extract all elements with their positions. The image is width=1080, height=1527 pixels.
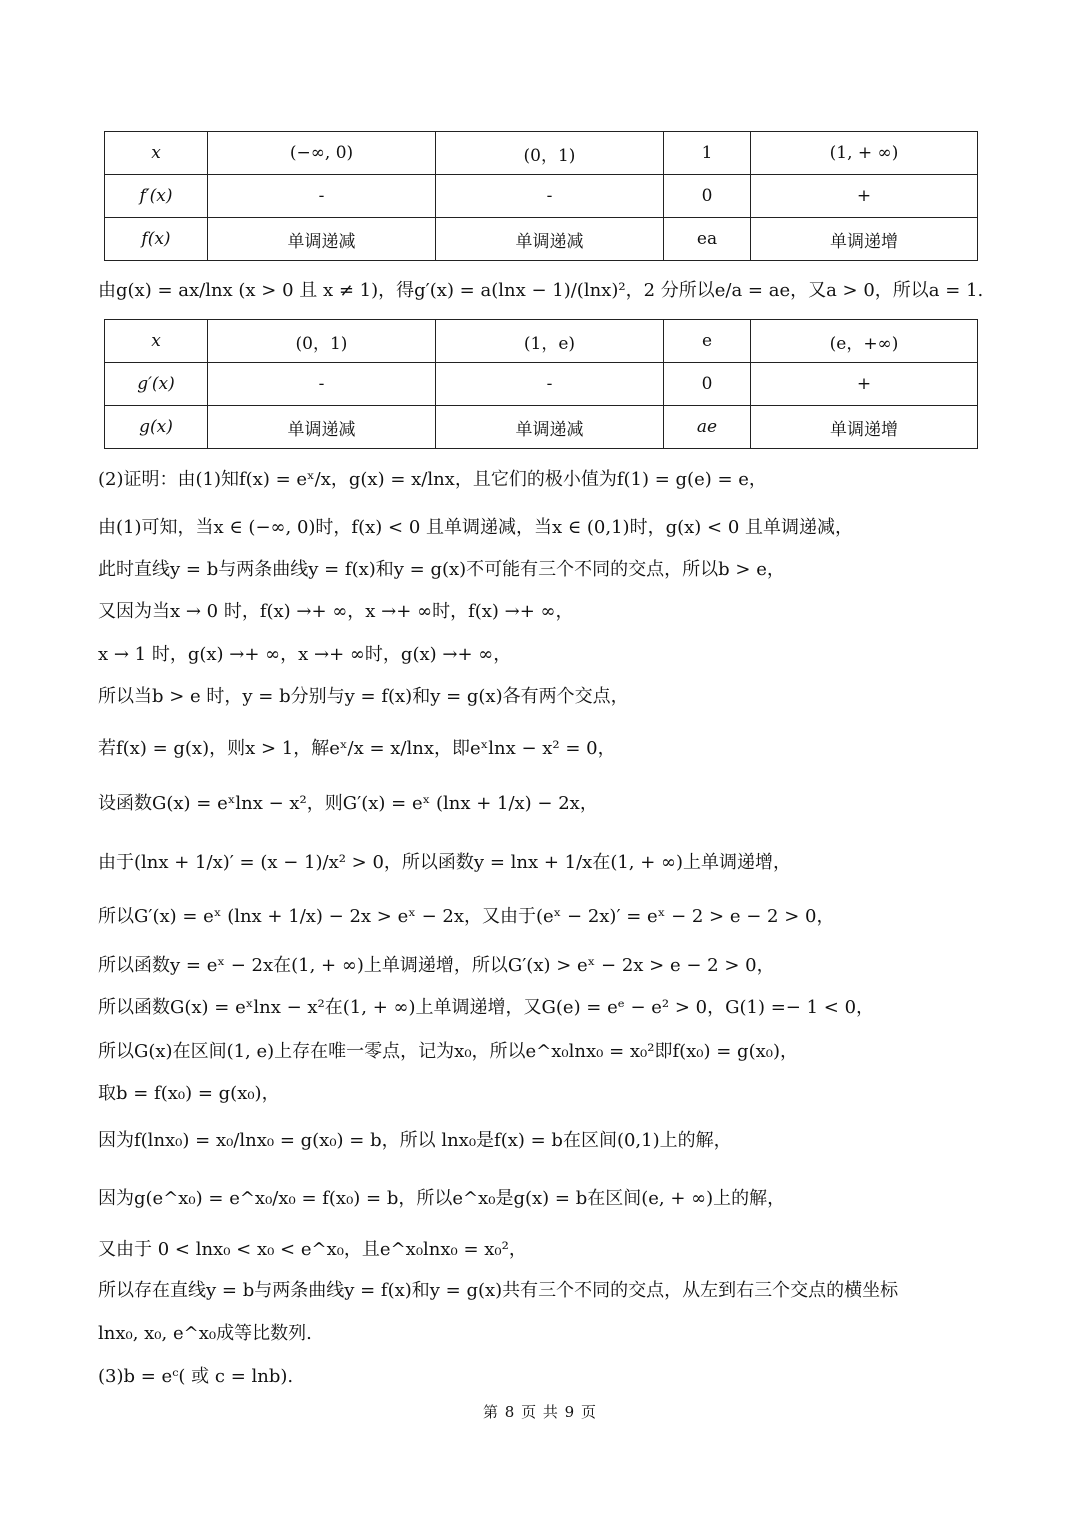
table-cell: f′(x): [105, 175, 208, 218]
table-cell: -: [436, 363, 664, 406]
text-line: 又因为当x → 0 时，f(x) →+ ∞，x →+ ∞时，f(x) →+ ∞，: [98, 601, 574, 622]
text-line: 由g(x) = ax/lnx (x > 0 且 x ≠ 1)，得g′(x) = a(lnx − 1)/(lnx)²，2 分所以e/a = ae，又a > 0，所以a = 1.: [98, 280, 984, 301]
table-cell: (−∞, 0): [208, 132, 436, 175]
text-line: 所以G(x)在区间(1, e)上存在唯一零点，记为x₀，所以e^x₀lnx₀ = x₀²即f(x₀) = g(x₀)，: [98, 1041, 798, 1062]
text-line: 取b = f(x₀) = g(x₀)，: [98, 1083, 280, 1104]
text-line: x → 1 时，g(x) →+ ∞，x →+ ∞时，g(x) →+ ∞，: [98, 644, 512, 665]
text-line: 因为g(e^x₀) = e^x₀/x₀ = f(x₀) = b，所以e^x₀是g(x) = b在区间(e, + ∞)上的解，: [98, 1188, 786, 1209]
table-cell: (e，+∞): [751, 320, 978, 363]
table-row: [105, 218, 978, 261]
table-cell: ae: [664, 406, 751, 449]
text-line: 所以存在直线y = b与两条曲线y = f(x)和y = g(x)共有三个不同的交点，从左到右三个交点的横坐标: [98, 1280, 899, 1301]
text-line: 所以当b > e 时，y = b分别与y = f(x)和y = g(x)各有两个交点，: [98, 686, 629, 707]
text-line: 若f(x) = g(x)，则x > 1，解eˣ/x = x/lnx，即eˣlnx − x² = 0，: [98, 738, 616, 759]
table-cell: -: [208, 363, 436, 406]
monotonicity-table-g: [104, 319, 978, 449]
table-row: [105, 363, 978, 406]
text-line: 设函数G(x) = eˣlnx − x²，则G′(x) = eˣ (lnx + 1/x) − 2x，: [98, 793, 598, 814]
text-line: 所以函数G(x) = eˣlnx − x²在(1, + ∞)上单调递增，又G(e) = eᵉ − e² > 0，G(1) =− 1 < 0，: [98, 997, 875, 1018]
table-cell: 单调递增: [751, 406, 978, 449]
text-line: 又由于 0 < lnx₀ < x₀ < e^x₀，且e^x₀lnx₀ = x₀²，: [98, 1239, 527, 1260]
table-cell: 1: [664, 132, 751, 175]
text-line: 所以G′(x) = eˣ (lnx + 1/x) − 2x > eˣ − 2x，又由于(eˣ − 2x)′ = eˣ − 2 > e − 2 > 0，: [98, 906, 835, 927]
text-line: lnx₀, x₀, e^x₀成等比数列.: [98, 1323, 312, 1344]
table-cell: 单调递减: [208, 406, 436, 449]
table-cell: ea: [664, 218, 751, 261]
table-cell: 0: [664, 363, 751, 406]
text-line: 此时直线y = b与两条曲线y = f(x)和y = g(x)不可能有三个不同的交点，所以b > e，: [98, 559, 785, 580]
table-cell: (0，1): [208, 320, 436, 363]
table-cell: 单调递减: [208, 218, 436, 261]
text-line: 由于(lnx + 1/x)′ = (x − 1)/x² > 0，所以函数y = lnx + 1/x在(1, + ∞)上单调递增，: [98, 852, 792, 873]
table-cell: e: [664, 320, 751, 363]
monotonicity-table-f: [104, 131, 978, 261]
table-cell: 单调递减: [436, 406, 664, 449]
table-cell: g′(x): [105, 363, 208, 406]
table-cell: +: [751, 363, 978, 406]
table-cell: (0，1): [436, 132, 664, 175]
text-line: 所以函数y = eˣ − 2x在(1, + ∞)上单调递增，所以G′(x) > eˣ − 2x > e − 2 > 0，: [98, 955, 775, 976]
text-line: (3)b = eᶜ( 或 c = lnb).: [98, 1366, 294, 1387]
table-cell: (1, + ∞): [751, 132, 978, 175]
table-row: [105, 320, 978, 363]
table-cell: -: [436, 175, 664, 218]
table-row: [105, 175, 978, 218]
table-cell: g(x): [105, 406, 208, 449]
table-row: [105, 132, 978, 175]
table-cell: 单调递减: [436, 218, 664, 261]
table-cell: (1，e): [436, 320, 664, 363]
table-cell: x: [105, 320, 208, 363]
table-cell: x: [105, 132, 208, 175]
table-cell: +: [751, 175, 978, 218]
text-line: 由(1)可知，当x ∈ (−∞, 0)时，f(x) < 0 且单调递减，当x ∈ (0,1)时，g(x) < 0 且单调递减，: [98, 517, 853, 538]
table-cell: -: [208, 175, 436, 218]
table-cell: f(x): [105, 218, 208, 261]
text-line: (2)证明：由(1)知f(x) = eˣ/x，g(x) = x/lnx，且它们的极小值为f(1) = g(e) = e，: [98, 469, 767, 490]
text-line: 因为f(lnx₀) = x₀/lnx₀ = g(x₀) = b，所以 lnx₀是f(x) = b在区间(0,1)上的解，: [98, 1130, 732, 1151]
table-cell: 单调递增: [751, 218, 978, 261]
table-row: [105, 406, 978, 449]
page-footer: 第 8 页 共 9 页: [483, 1403, 597, 1421]
table-cell: 0: [664, 175, 751, 218]
